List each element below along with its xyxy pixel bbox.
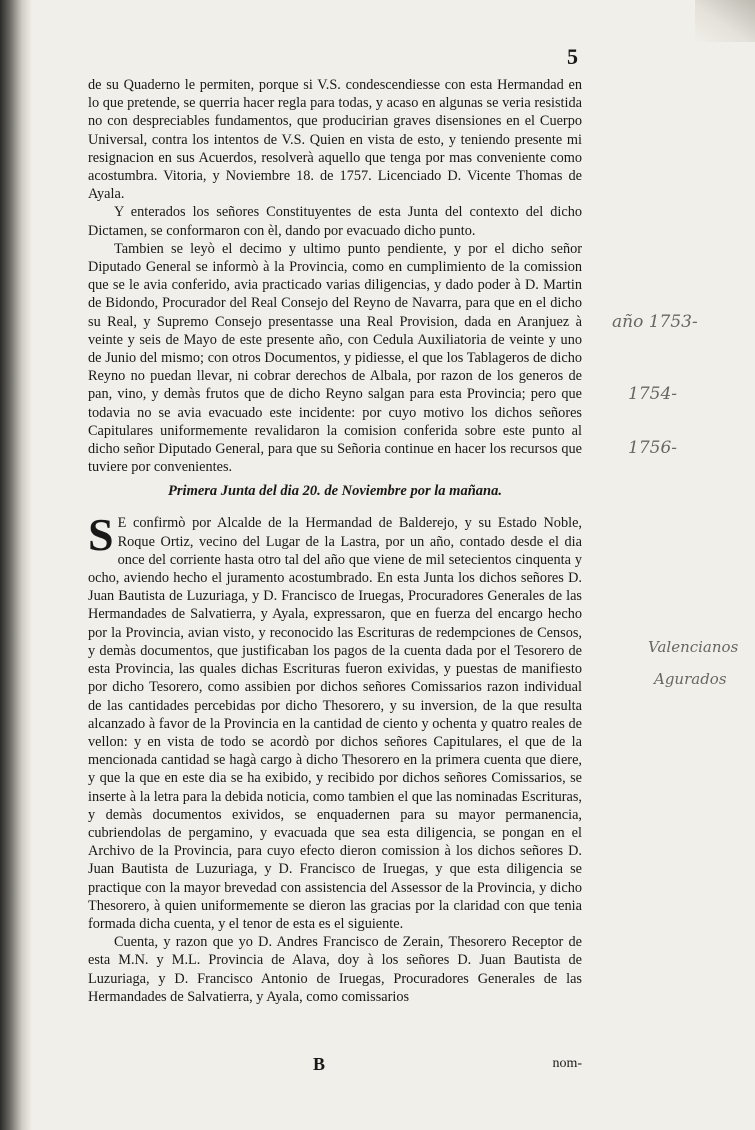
section-heading: Primera Junta del dia 20. de Noviembre por la mañana. (168, 483, 502, 500)
page-corner (695, 0, 755, 42)
paragraph-agreement: Y enterados los señores Constituyentes de esta Junta del contexto del dicho Dictamen, se conformaron con èl, dando por evacuado dicho punto. (88, 204, 582, 239)
binding-shadow (0, 0, 32, 1130)
page-text (88, 76, 582, 1006)
page-footer (88, 1054, 582, 1076)
paragraph-junta (88, 509, 582, 933)
signature-mark: B (313, 1054, 326, 1074)
drop-cap: S (88, 509, 114, 561)
document-page (88, 44, 582, 1080)
margin-note: 1756- (628, 438, 678, 458)
paragraph-account: Cuenta, y razon que yo D. Andres Francisco de Zerain, Thesorero Receptor de esta M.N. y M.L. Provincia de Alava, doy à los señores D. Juan Bautista de Luzuriaga, y D. Francisco Antonio de Iruegas, Procuradores Generales de las Hermandades de Salvatierra, y Ayala, como comissarios (88, 934, 582, 1005)
page-number: 5 (567, 44, 578, 69)
bleed-through-notes-lower (640, 630, 750, 720)
margin-note: Valencianos (648, 638, 739, 656)
bleed-through-notes (592, 298, 732, 478)
catchword: nom- (552, 1056, 582, 1071)
paragraph-opinion: de su Quaderno le permiten, porque si V.S. condescendiesse con esta Hermandad en lo que pretende, se querria hacer regla para todas, y acaso en algunas se veria resistida no con despreciables fundamentos, que producirian graves disensiones en el Cuerpo Universal, contra los intentos de V.S. Quien en vista de esto, y teniendo presente mi resignacion en sus Acuerdos, resolverà aquello que tenga por mas conveniente como acostumbra. Vitoria, y Noviembre 18. de 1757. Licenciado D. Vicente Thomas de Ayala. (88, 77, 582, 203)
paragraph-junta-text: E confirmò por Alcalde de la Hermandad de Balderejo, y su Estado Noble, Roque Ortiz, vecino del Lugar de la Lastra, por un año, contado desde el dia once del corriente hasta otro tal del año que viene de mil setecientos cinquenta y ocho, aviendo hecho el juramento acostumbrado. En esta Junta los dichos señores D. Juan Bautista de Luzuriaga, y D. Francisco de Iruegas, Procuradores Generales de las Hermandades de Salvatierra, y Ayala, expressaron, que en fuerza del encargo hecho por la Provincia, avian visto, y reconocido las Escrituras de redempciones de Censos, y demàs documentos, que justificaban los pagos de la cuenta dada por el Tesorero de esta Provincia, las quales dichas Escrituras fueron exividas, y puestas de manifiesto por dicho Tesorero, como assibien por dichos señores Comissarios razon individual de las cantidades percebidas por dicho Thesorero, y su inversion, de la que resulta alcanzado à favor de la Provincia en la cantidad de ciento y ochenta y quatro reales de vellon: y en vista de todo se acordò por dichos señores Capitulares, el que de la mencionada cantidad se hagà cargo à dicho Thesorero en la primera cuenta que diere, y que la que en este dia se ha exibido, y recibido por dichos señores Comissarios, se inserte à la letra para la debida noticia, como tambien el que las nominadas Escrituras, y demàs documentos exividos, se enquadernen para su mayor permanencia, cubriendolas de pergamino, y evacuada que sea esta diligencia, se pongan en el Archivo de la Provincia, para cuyo efecto dieron comission à los dichos señores D. Juan Bautista de Luzuriaga, y D. Francisco de Iruegas, y que esta diligencia se practique con la mayor brevedad con assistencia del Assessor de la Provincia, y dicho Thesorero, à quien uniformemente se dieron las gracias por la claridad con que tenia formada dicha cuenta, y el tenor de esta es el siguiente. (88, 515, 582, 932)
margin-note: Agurados (654, 670, 727, 688)
paragraph-tenth-point: Tambien se leyò el decimo y ultimo punto pendiente, y por el dicho señor Diputado General se informò à la Provincia, como en cumplimiento de la comission que se le avia conferido, avia practicado varias diligencias, y dado poder à D. Martin de Bidondo, Procurador del Real Consejo del Reyno de Navarra, para que en el dicho su Real, y Supremo Consejo presentasse una Real Provision, dada en Aranjuez à veinte y seis de Mayo de este presente año, con Cedula Auxiliatoria de veinte y uno de Junio del mismo; con otros Documentos, y pidiesse, el que los Tablageros de dicho Reyno no puedan llevar, ni cobrar derechos de Albala, por razon de los generos de pan, vino, y demàs frutos que de dicho Reyno salgan para esta Provincia; pero que todavia no se avia evacuado este incidente: por cuyo motivo los dichos señores Capitulares uniformemente revalidaron la comision conferida sobre este punto al dicho señor Diputado General, para que su Señoria continue en hacer los recursos que tuviere por convenientes. (88, 240, 582, 476)
margin-note: 1754- (628, 384, 678, 404)
margin-note: año 1753- (612, 312, 698, 332)
